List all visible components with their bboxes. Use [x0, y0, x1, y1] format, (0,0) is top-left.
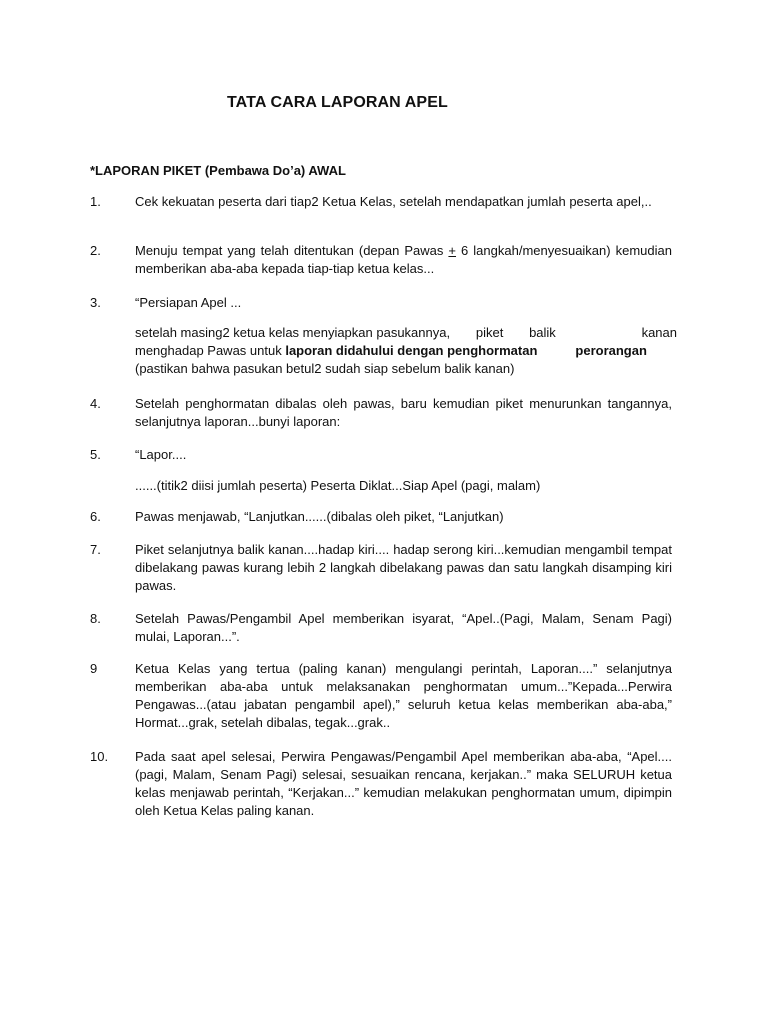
item-number: 8.	[90, 611, 101, 626]
plus-minus-symbol: +	[448, 243, 457, 258]
item-text: Cek kekuatan peserta dari tiap2 Ketua Kelas, setelah mendapatkan jumlah peserta apel,..	[135, 194, 652, 209]
item-text: “Persiapan Apel ...	[135, 295, 242, 310]
item-number: 9	[90, 661, 98, 676]
item-number: 1.	[90, 194, 101, 209]
item-continuation	[135, 324, 677, 378]
document-title: TATA CARA LAPORAN APEL	[227, 94, 448, 111]
item-text: Setelah Pawas/Pengambil Apel memberikan isyarat, “Apel..(Pagi, Malam, Senam Pagi) mulai, Laporan...”.	[135, 611, 672, 644]
item-text-part: Menuju tempat yang telah ditentukan (depan Pawas	[135, 243, 449, 258]
item-number: 4.	[90, 396, 101, 411]
continuation-bold-text: perorangan	[575, 343, 647, 358]
continuation-word: piket	[475, 325, 504, 340]
continuation-word: balik	[529, 325, 556, 340]
continuation-line	[135, 324, 677, 342]
continuation-bold-text: laporan didahului dengan penghormatan	[285, 343, 538, 358]
item-text	[135, 242, 672, 278]
item-number: 5.	[90, 447, 101, 462]
continuation-line	[135, 342, 677, 360]
item-text: “Lapor....	[135, 447, 187, 462]
item-text: Ketua Kelas yang tertua (paling kanan) mengulangi perintah, Laporan....” selanjutnya memberikan aba-aba untuk melaksanakan penghormatan umum...”Kepada...Perwira Pengawas...(atau jabatan pengambil apel),” seluruh ketua kelas memberikan aba-aba,” Hormat...grak, setelah dibalas, tegak...grak..	[135, 661, 672, 730]
section-heading: *LAPORAN PIKET (Pembawa Do’a) AWAL	[90, 163, 346, 178]
continuation-word: setelah masing2 ketua kelas menyiapkan pasukannya,	[135, 325, 451, 340]
item-number: 3.	[90, 295, 101, 310]
item-number: 7.	[90, 542, 101, 557]
item-continuation: ......(titik2 diisi jumlah peserta) Peserta Diklat...Siap Apel (pagi, malam)	[135, 478, 541, 493]
item-number: 10.	[90, 749, 109, 764]
continuation-word: kanan	[641, 325, 677, 340]
continuation-text: menghadap Pawas untuk	[135, 343, 286, 358]
item-text: Pawas menjawab, “Lanjutkan......(dibalas oleh piket, “Lanjutkan)	[135, 509, 504, 524]
item-text-part: 6 langkah/menyesuaikan) kemudian memberikan aba-aba kepada tiap-tiap ketua kelas...	[135, 243, 672, 276]
item-text: Setelah penghormatan dibalas oleh pawas, baru kemudian piket menurunkan tangannya, selanjutnya laporan...bunyi laporan:	[135, 396, 672, 429]
item-number: 6.	[90, 509, 101, 524]
continuation-line: (pastikan bahwa pasukan betul2 sudah siap sebelum balik kanan)	[135, 361, 515, 376]
item-text: Piket selanjutnya balik kanan....hadap kiri.... hadap serong kiri...kemudian mengambil tempat dibelakang pawas kurang lebih 2 langkah dibelakang pawas dan satu langkah disamping kiri pawas.	[135, 542, 672, 593]
item-text: Pada saat apel selesai, Perwira Pengawas/Pengambil Apel memberikan aba-aba, “Apel....(pagi, Malam, Senam Pagi) selesai, sesuaikan rencana, kerjakan..” maka SELURUH ketua kelas menjawab perintah, “Kerjakan...” kemudian melakukan penghormatan umum, dipimpin oleh Ketua Kelas paling kanan.	[135, 749, 672, 818]
item-number: 2.	[90, 243, 101, 258]
